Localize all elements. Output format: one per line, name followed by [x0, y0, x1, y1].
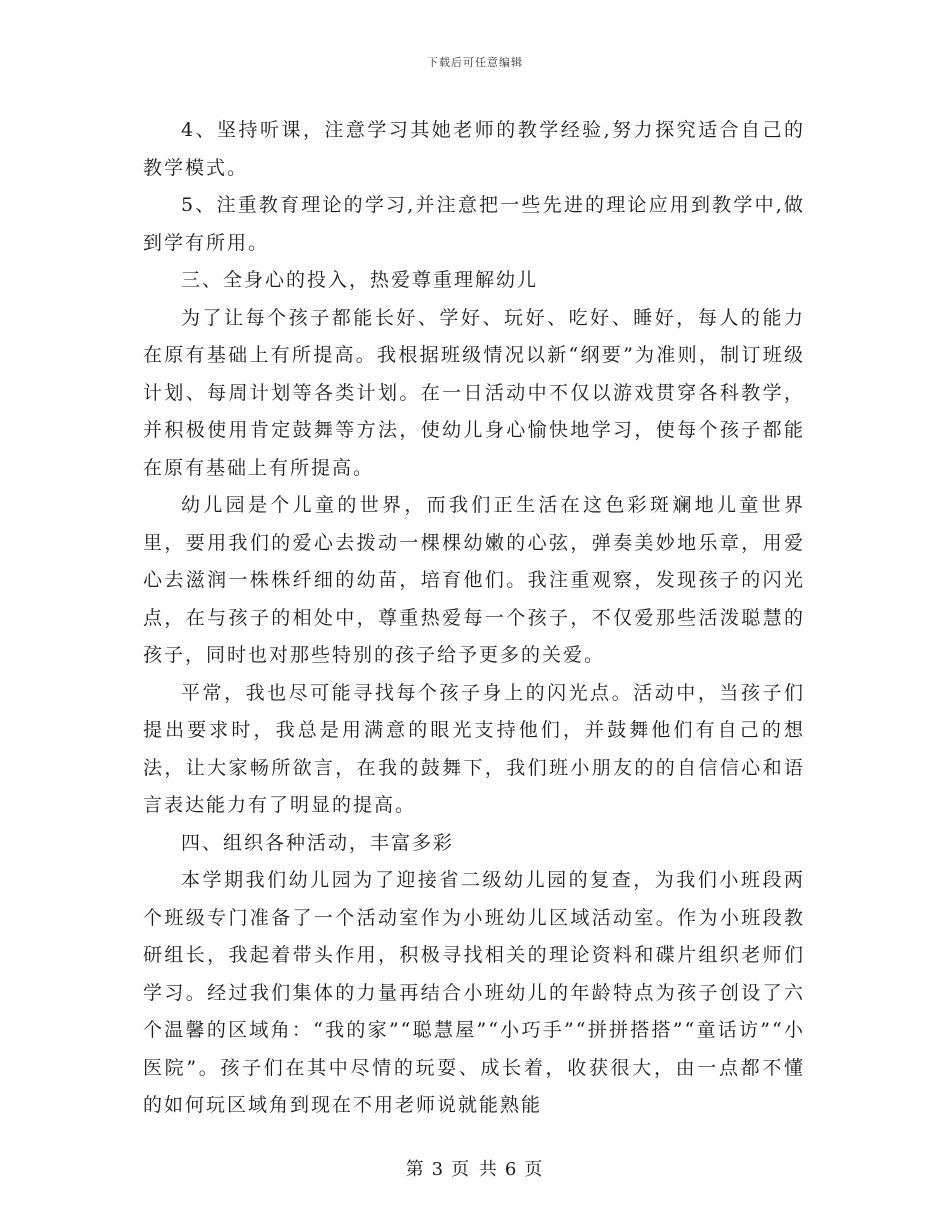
paragraph-8: 本学期我们幼儿园为了迎接省二级幼儿园的复查，为我们小班段两个班级专门准备了一个活动室作为小班幼儿区域活动室。作为小班段教研组长，我起着带头作用，积极寻找相关的理论资料和碟片组织老师们学习。经过我们集体的力量再结合小班幼儿的年龄特点为孩子创设了六个温馨的区域角：“我的家”“聪慧屋”“小巧手”“拼拼搭搭”“童话访”“小医院”。孩子们在其中尽情的玩耍、成长着，收获很大，由一点都不懂的如何玩区域角到现在不用老师说就能熟能: [143, 869, 805, 1116]
footer-prefix: 第: [405, 1159, 426, 1180]
footer-page-number: 3: [431, 1159, 446, 1180]
section-heading-3: 三、全身心的投入，热爱尊重理解幼儿: [181, 269, 539, 291]
page-header: 下载后可任意编辑: [427, 56, 523, 69]
section-heading-4: 四、组织各种活动，丰富多彩: [181, 831, 455, 854]
paragraph-6: 平常，我也尽可能寻找每个孩子身上的闪光点。活动中，当孩子们提出要求时，我总是用满意的眼光支持他们，并鼓舞他们有自己的想法，让大家畅所欲言，在我的鼓舞下，我们班小朋友的的自信信心和语言表达能力有了明显的提高。: [143, 681, 805, 816]
paragraph-1: 4、坚持听课，注意学习其她老师的教学经验,努力探究适合自己的教学模式。: [143, 119, 805, 179]
page-footer: [0, 1155, 950, 1181]
footer-middle: 页 共: [451, 1159, 499, 1180]
paragraph-5: 幼儿园是个儿童的世界，而我们正生活在这色彩斑斓地儿童世界里，要用我们的爱心去拨动一棵棵幼嫩的心弦，弹奏美妙地乐章，用爱心去滋润一株株纤细的幼苗，培育他们。我注重观察，发现孩子的闪光点，在与孩子的相处中，尊重热爱每一个孩子，不仅爱那些活泼聪慧的孩子，同时也对那些特别的孩子给予更多的关爱。: [143, 494, 805, 666]
footer-suffix: 页: [524, 1159, 545, 1180]
paragraph-2: 5、注重教育理论的学习,并注意把一些先进的理论应用到教学中,做到学有所用。: [143, 194, 805, 254]
paragraph-4: 为了让每个孩子都能长好、学好、玩好、吃好、睡好，每人的能力在原有基础上有所提高。我根据班级情况以新“纲要”为准则，制订班级计划、每周计划等各类计划。在一日活动中不仅以游戏贯穿各科教学，并积极使用肯定鼓舞等方法，使幼儿身心愉快地学习，使每个孩子都能在原有基础上有所提高。: [143, 306, 805, 479]
document-body: [143, 112, 805, 1125]
footer-total-pages: 6: [504, 1159, 519, 1180]
